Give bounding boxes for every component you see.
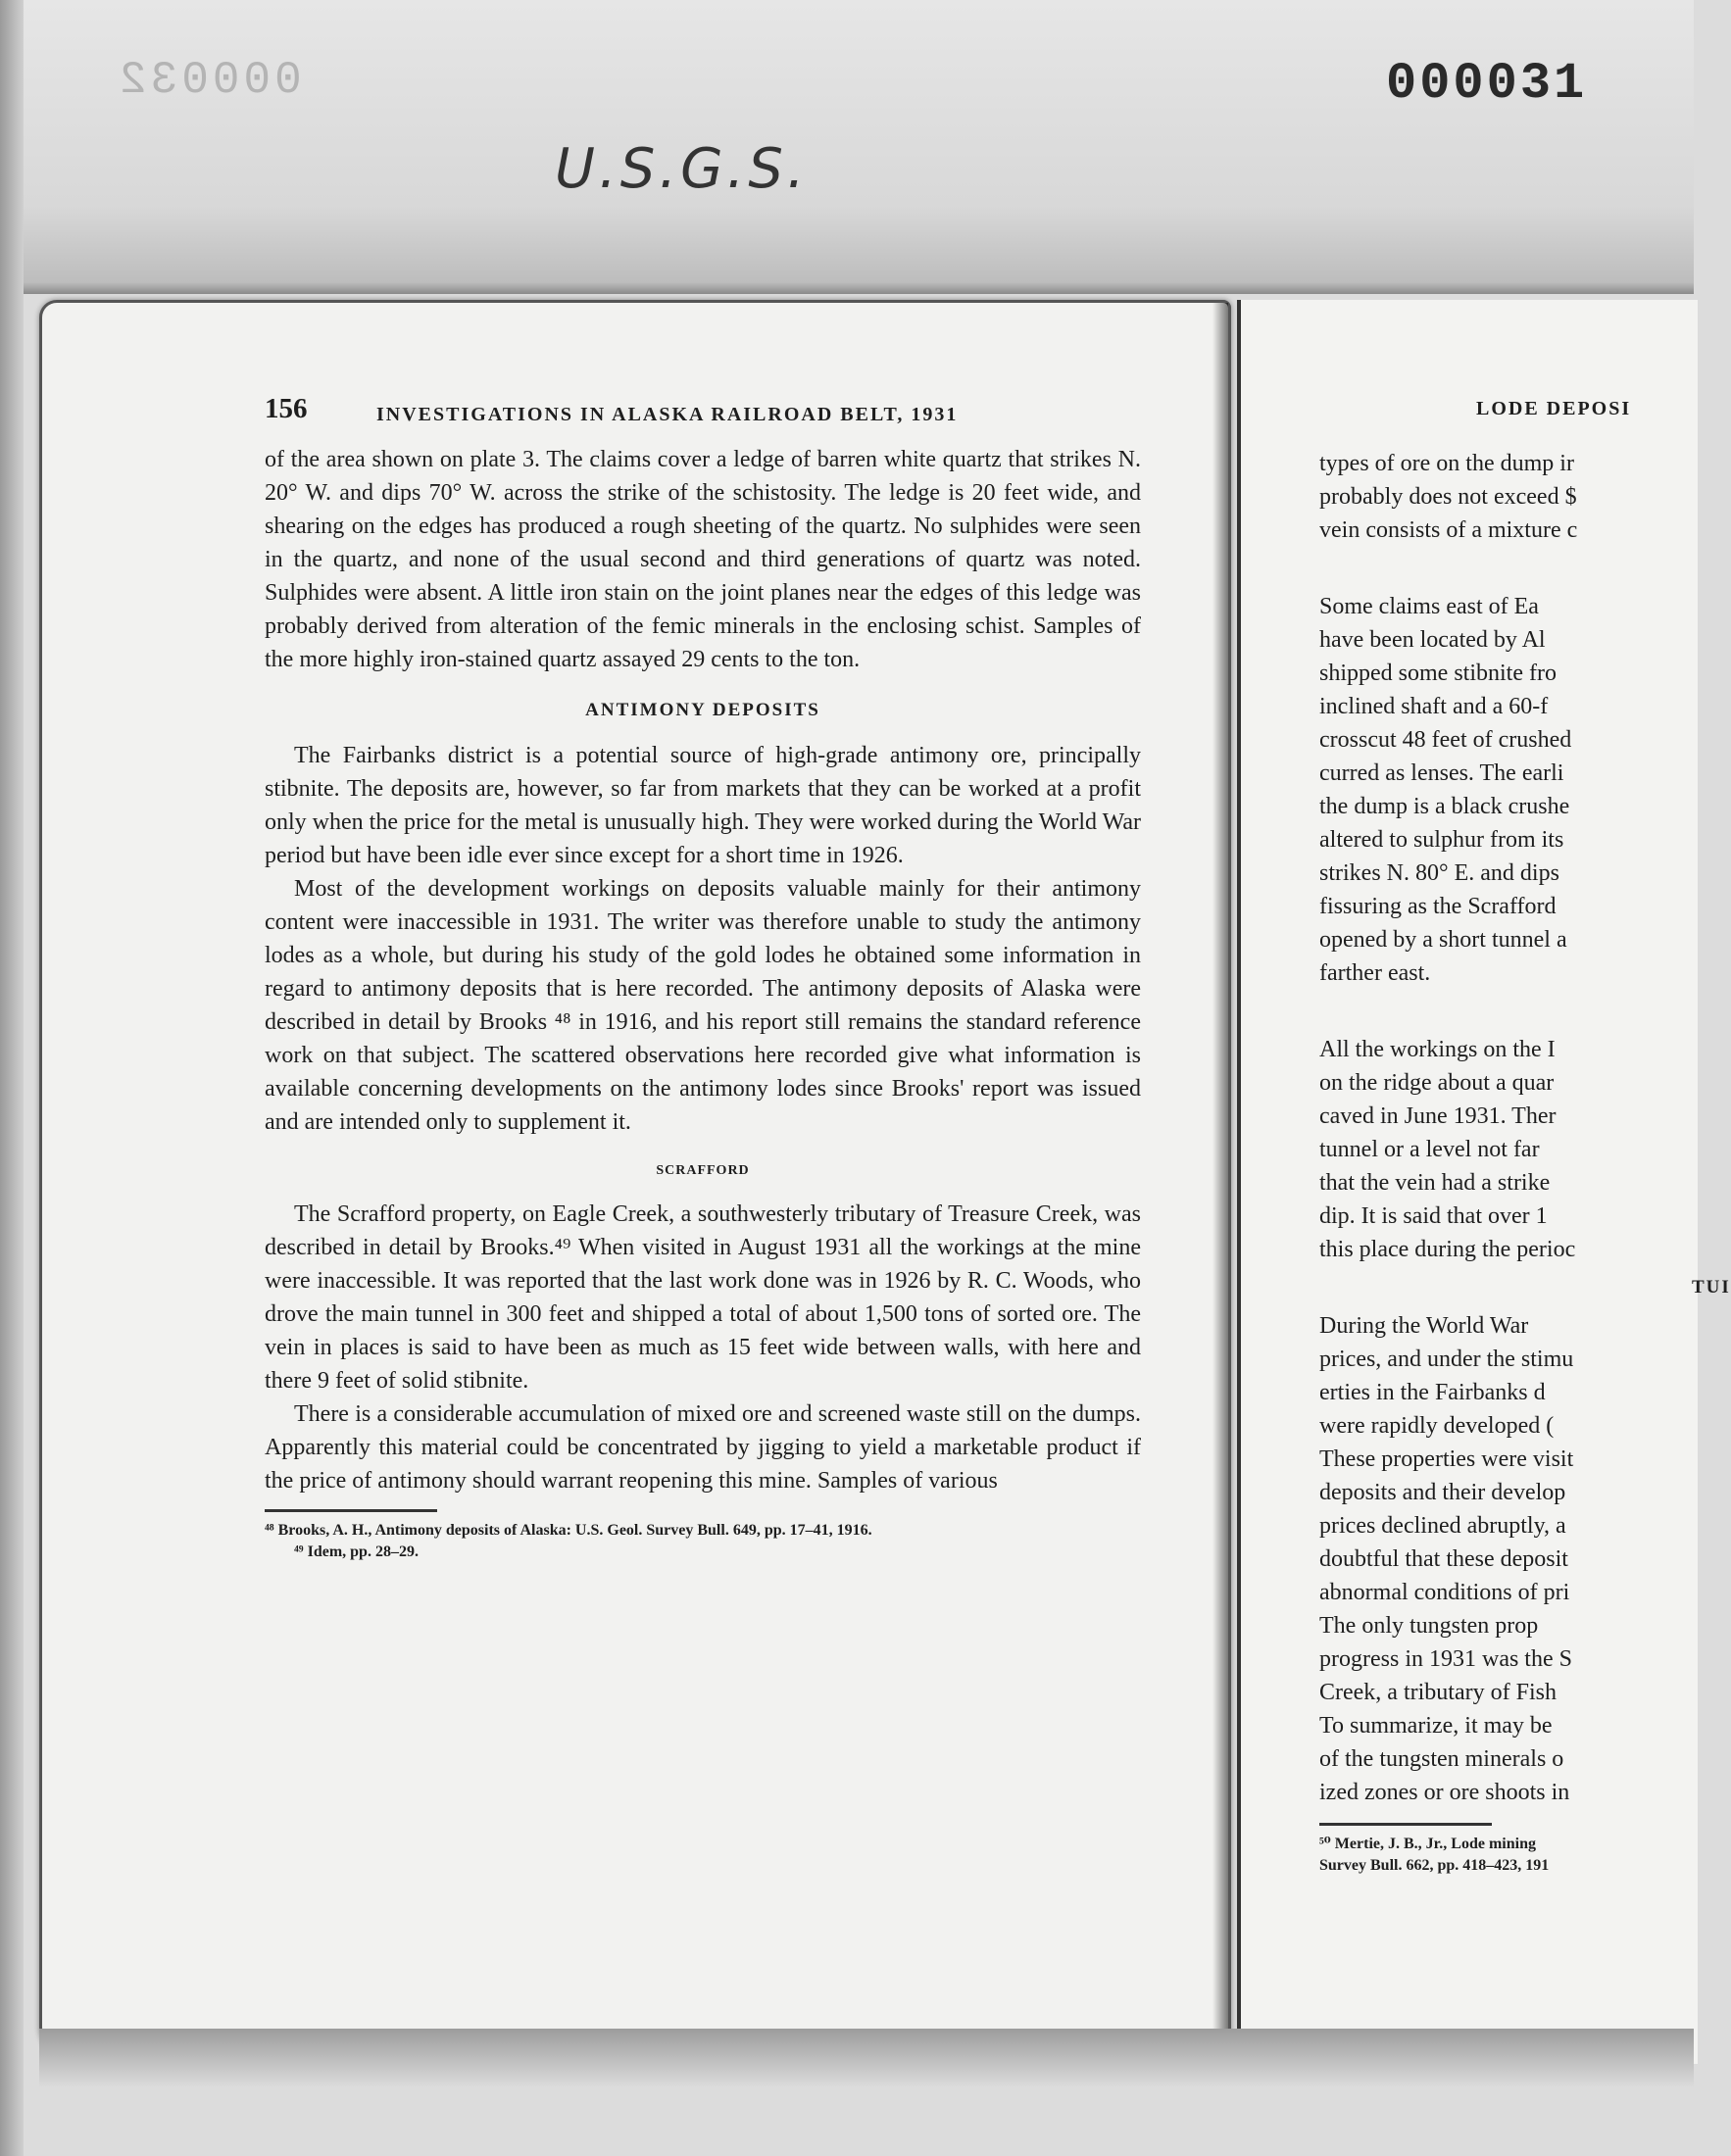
right-footnote-b: Survey Bull. 662, pp. 418–423, 191 (1319, 1857, 1550, 1874)
paragraph-4: The Scrafford property, on Eagle Creek, a southwesterly tributary of Treasure Creek, was described in detail by Brooks.⁴⁹ When visited in August 1931 all the workings at the mine were inaccessible. It was reported that the last work done was in 1926 by R. C. Woods, who drove the main tunnel in 300 feet and shipped a total of about 1,500 tons of sorted ore. The vein in places is said to have been as much as 15 feet wide between walls, with here and there 9 feet of solid stibnite. (265, 1201, 1141, 1394)
right-line: curred as lenses. The earli (1319, 760, 1564, 786)
subheading-scrafford: SCRAFFORD (656, 1163, 750, 1178)
handwritten-note: U.S.G.S. (555, 137, 809, 201)
right-line: strikes N. 80° E. and dips (1319, 860, 1559, 886)
right-line: were rapidly developed ( (1319, 1413, 1555, 1439)
right-page (1237, 300, 1731, 2064)
right-line: on the ridge about a quar (1319, 1070, 1555, 1096)
right-line: All the workings on the I (1319, 1037, 1556, 1062)
right-line: abnormal conditions of pri (1319, 1580, 1570, 1605)
right-line: crosscut 48 feet of crushed (1319, 727, 1572, 753)
right-line: Creek, a tributary of Fish (1319, 1680, 1557, 1705)
footnote-rule (265, 1509, 437, 1512)
paragraph-1: of the area shown on plate 3. The claims cover a ledge of barren white quartz that strikes N. 20° W. and dips 70° W. across the strike of the schistosity. The ledge is 20 feet wide, and shearing on the edges has produced a rough sheeting of the quartz. No sulphides were seen in the quartz, and none of the usual second and third generations of quartz was noted. Sulphides were absent. A little iron stain on the joint planes near the edges of this ledge was probably derived from alteration of the femic minerals in the enclosing schist. Samples of the more highly iron-stained quartz assayed 29 cents to the ton. (265, 447, 1141, 672)
right-running-head: LODE DEPOSI (1476, 398, 1632, 419)
right-line: altered to sulphur from its (1319, 827, 1564, 853)
right-line: the dump is a black crushe (1319, 794, 1570, 819)
mirrored-stamp: 000032 (116, 55, 302, 106)
right-line: progress in 1931 was the S (1319, 1646, 1572, 1672)
footnote-49: ⁴⁹ Idem, pp. 28–29. (294, 1544, 419, 1560)
right-footnote-a: ⁵⁰ Mertie, J. B., Jr., Lode mining (1319, 1836, 1536, 1852)
right-line: prices declined abruptly, a (1319, 1513, 1566, 1539)
right-line: To summarize, it may be (1319, 1713, 1553, 1739)
right-line: ized zones or ore shoots in (1319, 1780, 1570, 1805)
right-line: tunnel or a level not far (1319, 1137, 1540, 1162)
right-line: probably does not exceed $ (1319, 484, 1577, 510)
right-line: farther east. (1319, 960, 1431, 986)
running-head (265, 392, 1141, 431)
right-line: deposits and their develop (1319, 1480, 1566, 1505)
right-line: types of ore on the dump ir (1319, 451, 1574, 476)
right-block-c (1319, 1033, 1711, 1266)
running-head-title: INVESTIGATIONS IN ALASKA RAILROAD BELT, 1931 (376, 404, 959, 425)
scan-top-margin (0, 0, 1694, 294)
right-footnote-rule (1319, 1823, 1492, 1826)
paragraph-5: There is a considerable accumulation of mixed ore and screened waste still on the dumps. Apparently this material could be concentrated by jigging to yield a marketable product if the price of antimony should warrant reopening this mine. Samples of various (265, 1401, 1141, 1494)
right-line: have been located by Al (1319, 627, 1546, 653)
right-line: this place during the perioc (1319, 1237, 1576, 1262)
right-line: opened by a short tunnel a (1319, 927, 1567, 953)
right-line: that the vein had a strike (1319, 1170, 1551, 1196)
right-line: dip. It is said that over 1 (1319, 1203, 1548, 1229)
right-line: fissuring as the Scrafford (1319, 894, 1557, 919)
right-line: These properties were visit (1319, 1446, 1574, 1472)
paragraph-3: Most of the development workings on deposits valuable mainly for their antimony content were inaccessible in 1931. The writer was therefore unable to study the antimony lodes as a whole, but during his study of the gold lodes he obtained some information in regard to antimony deposits that is here recorded. The antimony deposits of Alaska were described in detail by Brooks ⁴⁸ in 1916, and his report still remains the standard reference work on that subject. The scattered observations here recorded give what information is available concerning developments on the antimony lodes since Brooks' report was issued and are intended only to supplement it. (265, 876, 1141, 1135)
left-column (265, 392, 1141, 1563)
right-line: inclined shaft and a 60-f (1319, 694, 1549, 719)
right-line: vein consists of a mixture c (1319, 517, 1578, 543)
right-column (1319, 447, 1731, 1877)
right-line: The only tungsten prop (1319, 1613, 1539, 1639)
right-line: During the World War (1319, 1313, 1529, 1339)
right-line: caved in June 1931. Ther (1319, 1103, 1557, 1129)
section-heading-antimony: ANTIMONY DEPOSITS (585, 700, 820, 720)
right-line: shipped some stibnite fro (1319, 661, 1557, 686)
right-line: prices, and under the stimu (1319, 1347, 1574, 1372)
right-section-fragment: TUI (1692, 1277, 1731, 1298)
right-block-d (1319, 1309, 1711, 1809)
right-line: doubtful that these deposit (1319, 1546, 1568, 1572)
page-bottom-shadow (39, 2029, 1694, 2087)
right-line: erties in the Fairbanks d (1319, 1380, 1546, 1405)
right-block-b (1319, 590, 1711, 990)
scan-left-edge (0, 0, 24, 2156)
right-line: of the tungsten minerals o (1319, 1746, 1564, 1772)
page-number: 156 (265, 393, 308, 424)
right-block-a (1319, 447, 1711, 547)
paragraph-2: The Fairbanks district is a potential source of high-grade antimony ore, principally stibnite. The deposits are, however, so far from markets that they can be worked at a profit only when the price for the metal is unusually high. They were worked during the World War period but have been idle ever since except for a short time in 1926. (265, 743, 1141, 868)
footnote-48: ⁴⁸ Brooks, A. H., Antimony deposits of Alaska: U.S. Geol. Survey Bull. 649, pp. 17–41, 1916. (265, 1522, 872, 1539)
page-stamp: 000031 (1386, 55, 1588, 113)
right-line: Some claims east of Ea (1319, 594, 1539, 619)
